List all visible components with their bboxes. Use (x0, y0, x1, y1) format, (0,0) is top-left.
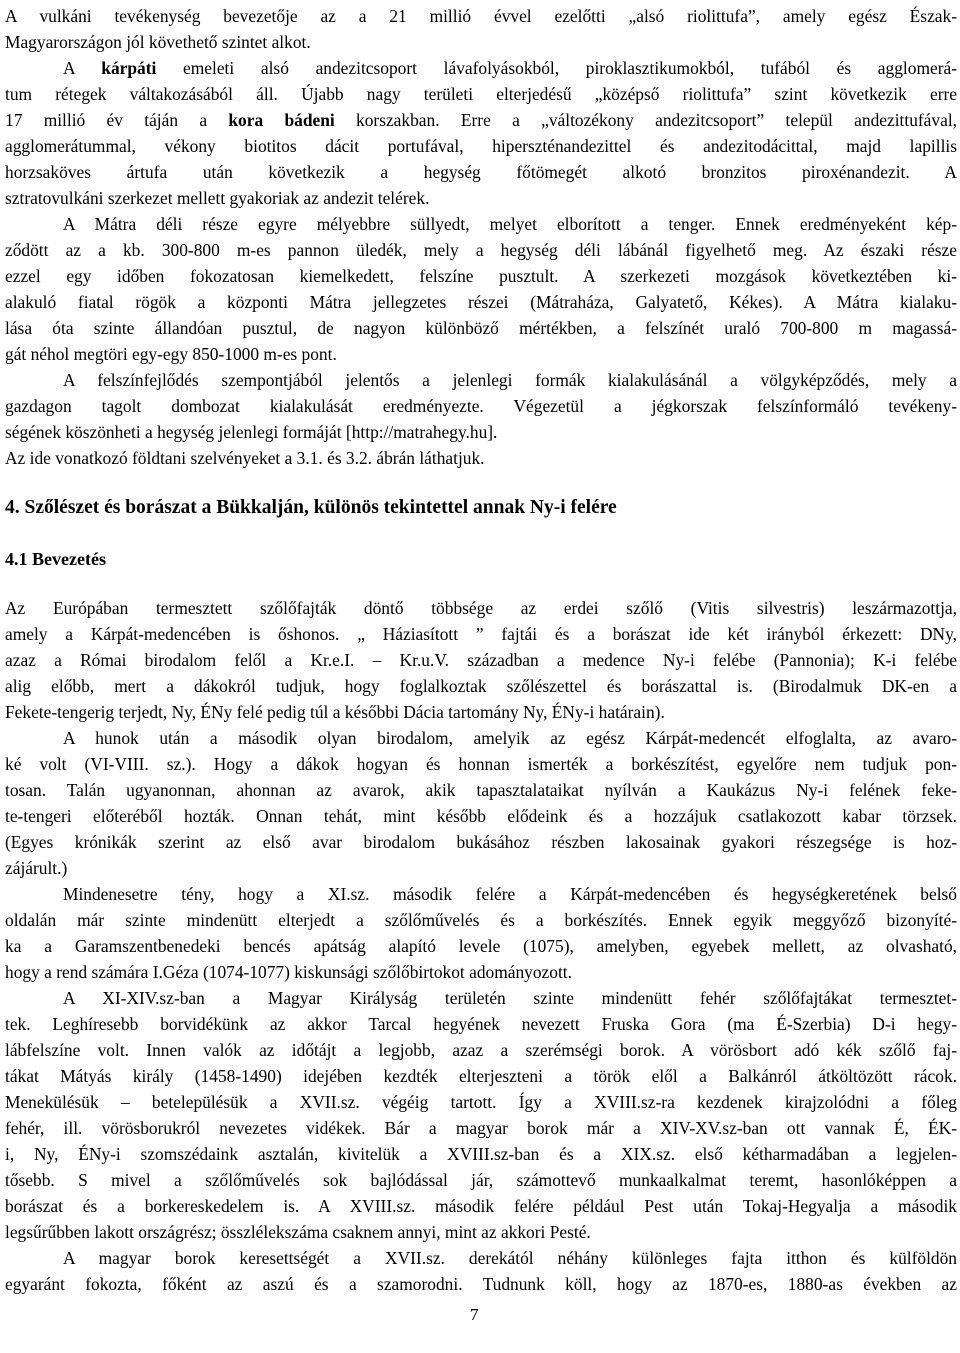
text-line: horzsaköves ártufa után következik a hegység főtömegét alkotó bronzitos piroxénandezit. A (5, 162, 957, 182)
text-line: fehér, ill. vörösborukról nevezetes vidékek. Bár a magyar borok már a XIV-XV.sz-ban ott vannak É, ÉK- (5, 1118, 957, 1138)
text-line: azaz a Római birodalom felől a Kr.e.I. – Kr.u.V. században a medence Ny-i felébe (Pannonia); K-i felébe (5, 650, 957, 670)
text-line: alig előbb, mert a dákokról tudjuk, hogy foglalkoztak szőlészettel és borászattal is. (Birodalmuk DK-en a (5, 676, 957, 696)
text-line: A vulkáni tevékenység bevezetője az a 21 millió évvel ezelőtti „alsó riolittufa”, amely egész Észak- (5, 6, 957, 26)
text-line: hogy a rend számára I.Géza (1074-1077) kiskunsági szőlőbirtokot adományozott. (5, 962, 572, 982)
text-line: A XI-XIV.sz-ban a Magyar Királyság területén szinte mindenütt fehér szőlőfajtákat termesztet- (63, 988, 957, 1008)
text-line: A Mátra déli része egyre mélyebbre süllyedt, melyet elborított a tenger. Ennek eredményeként kép- (63, 214, 957, 234)
text-line: tum rétegek váltakozásából áll. Újabb nagy területi elterjedésű „középső riolittufa” szint következik erre (5, 84, 957, 104)
text-line: A magyar borok keresettségét a XVII.sz. derekától néhány különleges fajta itthon és külföldön (63, 1248, 957, 1268)
text-line: Mindenesetre tény, hogy a XI.sz. második felére a Kárpát-medencében és hegységkeretének belső (63, 884, 957, 904)
text-line: ezzel egy időben fokozatosan kiemelkedett, felszíne pusztult. A szerkezeti mozgások következtében ki- (5, 266, 957, 286)
text-line: legsűrűbben lakott országrész; összlélekszáma csaknem annyi, mint az akkori Pesté. (5, 1222, 591, 1242)
text-line: 17 millió év táján a kora bádeni korszakban. Erre a „változékony andezitcsoport” települ andezittufával, (5, 110, 957, 130)
text-line: gazdagon tagolt dombozat kialakulását eredményezte. Végezetül a jégkorszak felszínformáló tevékeny- (5, 396, 957, 416)
text-line: ké volt (VI-VIII. sz.). Hogy a dákok hogyan és honnan ismerték a borkészítést, egyelőre nem tudjuk pon- (5, 754, 957, 774)
text-line: ződött az a kb. 300-800 m-es pannon üledék, mely a hegység déli lábánál figyelhető meg. Az északi része (5, 240, 957, 260)
text-line: tek. Leghíresebb borvidékünk az akkor Tarcal hegyének nevezett Fruska Gora (ma É-Szerbia) D-i hegy- (5, 1014, 957, 1034)
text-line: tősebb. S mivel a szőlőművelés sok bajlódással jár, számottevő munkaalkalmat teremt, hasonlóképpen a (5, 1170, 957, 1190)
text-line: Fekete-tengerig terjedt, Ny, ÉNy felé pedig túl a későbbi Dácia tartomány Ny, ÉNy-i határain). (5, 702, 665, 722)
text-line: i, Ny, ÉNy-i szomszédaink asztalán, kivitelük a XVIII.sz-ban és a XIX.sz. első kétharmadában a legjelen- (5, 1144, 957, 1164)
page-number: 7 (470, 1305, 479, 1324)
text-line: oldalán már szinte mindenütt elterjedt a szőlőművelés és a borkészítés. Ennek egyik meggyőző bizonyíté- (5, 910, 957, 930)
text-line: Az Európában termesztett szőlőfajták döntő többsége az erdei szőlő (Vitis silvestris) leszármazottja, (5, 598, 957, 618)
section-heading: 4.1 Bevezetés (5, 549, 106, 569)
text-line: lása óta szinte állandóan pusztul, de nagyon különböző mértékben, a felszínét uraló 700-800 m magassá- (5, 318, 957, 338)
text-line: lábfelszíne volt. Innen valók az időtájt a legjobb, azaz a szerémségi borok. A vörösbort adó kék szőlő faj- (5, 1040, 957, 1060)
text-line: borászat és a borkereskedelem is. A XVIII.sz. második felére például Pest után Tokaj-Hegyalja a második (5, 1196, 957, 1216)
text-line: ka a Garamszentbenedeki bencés apátság alapító levele (1075), amelyben, egyebek mellett, az olvasható, (5, 936, 957, 956)
text-line: A hunok után a második olyan birodalom, amelyik az egész Kárpát-medencét elfoglalta, az avaro- (63, 728, 957, 748)
text-line: gát néhol megtöri egy-egy 850-1000 m-es pont. (5, 344, 337, 364)
text-line: Magyarországon jól követhető szintet alkot. (5, 32, 311, 52)
text-line: A felszínfejlődés szempontjából jelentős a jelenlegi formák kialakulásánál a völgyképződés, mely a (63, 370, 957, 390)
text-line: (Egyes krónikák szerint az első avar birodalom bukásához részben lakosainak gyakori részegsége is hoz- (5, 832, 957, 852)
text-line: tákat Mátyás király (1458-1490) idejében kezdték elterjeszteni a török elől a Balkánról átköltözött rácok. (5, 1066, 957, 1086)
section-heading: 4. Szőlészet és borászat a Bükkalján, különös tekintettel annak Ny-i felére (5, 497, 617, 518)
text-line: amely a Kárpát-medencében is őshonos. „ Háziasított ” fajtái és a borászat ide két irányból érkezett: DNy, (5, 624, 957, 644)
text-line: sztratovulkáni szerkezet mellett gyakoriak az andezit telérek. (5, 188, 430, 208)
text-line: te-tengeri előteréből hozták. Onnan tehát, mint később elődeink és a hozzájuk csatlakozott kabar törzsek. (5, 806, 957, 826)
text-line: zájárult.) (5, 858, 68, 878)
text-line: alakuló fiatal rögök a központi Mátra jellegzetes részei (Mátraháza, Galyatető, Kékes). A Mátra kialaku- (5, 292, 957, 312)
text-line: A kárpáti emeleti alsó andezitcsoport lávafolyásokból, piroklasztikumokból, tufából és agglomerá- (63, 58, 957, 78)
text-line: ségének köszönheti a hegység jelenlegi formáját [http://matrahegy.hu]. (5, 422, 498, 442)
text-line: egyaránt fokozta, főként az aszú és a szamorodni. Tudnunk köll, hogy az 1870-es, 1880-as években az (5, 1274, 957, 1294)
text-line: agglomerátummal, vékony biotitos dácit portufával, hiperszténandezittel és andezitodácittal, majd lapillis (5, 136, 957, 156)
text-line: Az ide vonatkozó földtani szelvényeket a 3.1. és 3.2. ábrán láthatjuk. (5, 448, 485, 468)
text-line: Menekülésük – betelepülésük a XVII.sz. végéig tartott. Így a XVIII.sz-ra kezdenek kirajzolódni a főleg (5, 1092, 957, 1112)
text-line: tosan. Talán ugyanonnan, ahonnan az avarok, akik tapasztalataikat nyílván a Kaukázus Ny-i felének feke- (5, 780, 957, 800)
